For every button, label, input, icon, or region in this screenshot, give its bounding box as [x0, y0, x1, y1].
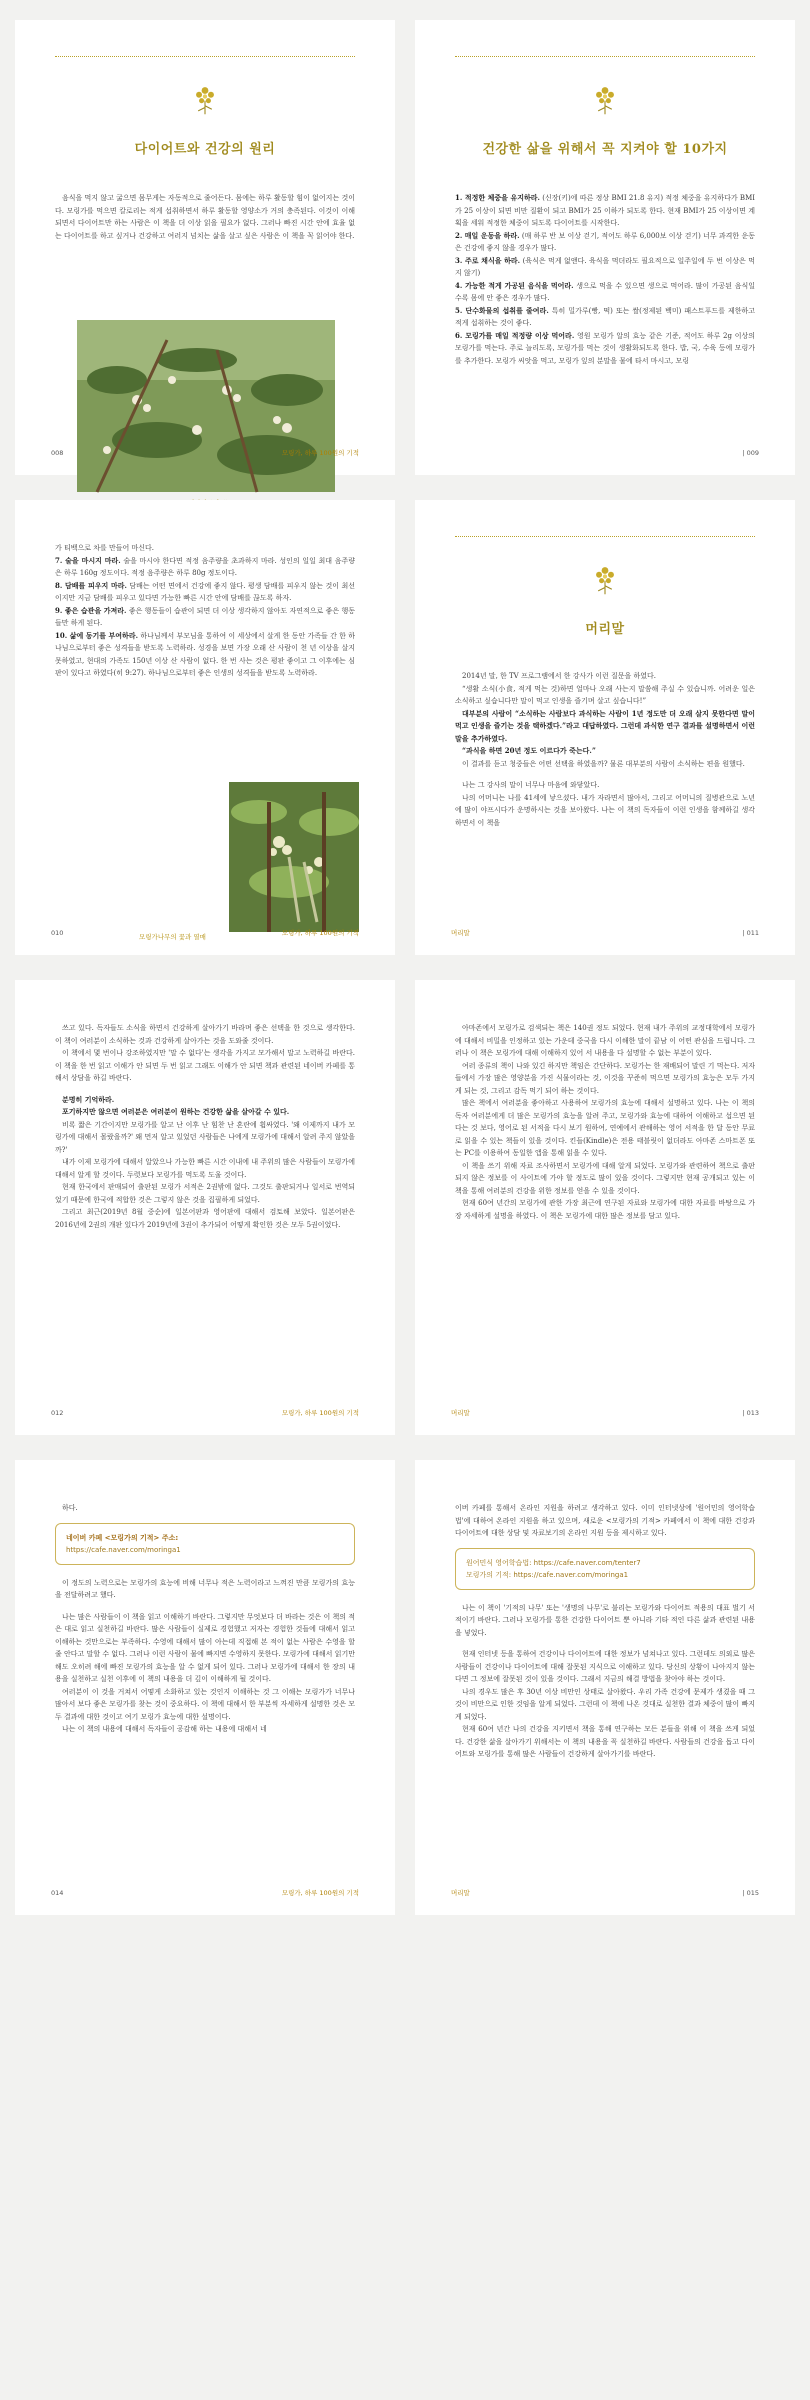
list-item-text: 담배는 어떤 면에서 건강에 좋지 않다. 평생 담배를 피우지 않는 것이 최선이지만 지금 담배를 피우고 있다면 가능한 빠른 시간 안에 담배를 끊도록 하자.	[55, 581, 355, 602]
list-item	[455, 330, 755, 368]
page-number-value: 015	[746, 1889, 759, 1897]
body-text	[455, 1022, 755, 1222]
list-item-head: 10. 삶에 동기를 부여하라.	[55, 630, 139, 640]
moringa-pod-photo	[229, 782, 359, 932]
page-011	[415, 500, 795, 955]
paragraph	[55, 1106, 355, 1119]
list-item-head: 3. 주로 채식을 하라.	[455, 255, 521, 265]
page-014	[15, 1460, 395, 1915]
paragraph: 음식을 먹지 않고 굶으면 몸무게는 자동적으로 줄어든다. 몸에는 하루 활동할 힘이 없어지는 것이다. 모링가를 먹으면 칼로리는 적게 섭취하면서 하루 활동할 영양소가 거의 충족된다. 이것이 이해되면서 다이어트만 하는 사람은 이 책을 더 이상 읽을 필요가 없다. 그러나 빠진 시간 안에 효율 없는 다이어트를 하고 싶거나 건강하고 여러지 넘치는 삶을 살고 싶은 사람은 이 책을 꼭 읽어야 한다.	[55, 194, 355, 240]
list-item-text: (신장(키)에 따른 정상 BMI 21.8 유지) 적정 체중을 유지하다가 BMI가 25 이상이 되면 비만 질환이 되고 BMI가 25 이하가 되도록 한다. 현재 BMI가 25 이상이면 계획을 세워 적정한 체중이 되도록 다이어트를 시작한다.	[455, 194, 755, 227]
paragraph: 이 정도의 노력으로는 모링가의 효능에 비해 너무나 적은 노력이라고 느껴진 만큼 모링가의 효능을 전달하려고 했다.	[55, 1578, 355, 1599]
bold-text: “과식을 하면 20년 정도 이르다가 죽는다.”	[462, 746, 596, 755]
list-item	[455, 280, 755, 305]
chapter-title: 다이어트와 건강의 원리	[134, 142, 276, 157]
paragraph: 이 책을 쓰기 위해 자료 조사하면서 모링가에 대해 알게 되었다. 모링가와 관련하여 책으로 출판되지 않은 정보를 이 사이트에 가야 할 정도로 많이 있을 것이다. 그렇지만 현재 공개되고 있는 이 책을 통해 여러분의 건강을 위한 정보를 얻을 수 있을 것이다.	[455, 1161, 755, 1195]
paragraph: 현재 60여 년간 나의 건강을 지키면서 책을 통해 연구하는 모든 분들을 위해 이 책을 쓰게 되었다. 건강한 삶을 살아가기 위해서는 이 책의 내용을 꼭 실천하길 바란다. 사람들의 건강을 돕고 다이어트와 모링가를 통해 많은 사람들이 건강하게 살아가기를 바란다.	[455, 1725, 755, 1758]
list-item-head: 7. 술을 마시지 마라.	[55, 555, 121, 565]
paragraph: 나는 그 강사의 말이 너무나 마음에 와닿았다.	[462, 781, 600, 789]
list-item-head: 4. 가능한 적게 가공된 음식을 먹어라.	[455, 280, 574, 290]
running-title: 모링가, 하루 100원의 기적	[281, 929, 359, 937]
list-item-text: (육식은 먹게 없앤다. 육식을 먹더라도 필요적으로 일주일에 두 번 이상은 먹지 않기)	[455, 256, 755, 277]
list-item-text: 생으로 먹을 수 있으면 생으로 먹어라. 많이 가공된 음식일수록 몸에 안 좋은 경우가 많다.	[455, 281, 755, 302]
page-number: 008	[51, 449, 64, 457]
paragraph: 2014년 말, 한 TV 프로그램에서 한 강사가 이런 질문을 하였다.	[462, 672, 657, 680]
paragraph-gap	[55, 1602, 355, 1611]
page-009	[415, 20, 795, 475]
list-item-head: 1. 적정한 체중을 유지하라.	[455, 193, 540, 202]
running-title: 모링가, 하루 100원의 기적	[281, 1409, 359, 1417]
body-text	[55, 192, 355, 242]
paragraph: 가 티백으로 차를 만들어 마신다.	[55, 544, 155, 552]
running-title: 머리말	[451, 929, 470, 937]
moringa-tree-photo	[77, 320, 335, 492]
list-item-head: 9. 좋은 습관을 가져라.	[55, 605, 127, 615]
paragraph: 현재 한국에서 판매되어 출판된 모링가 서적은 2권밖에 없다. 그것도 출판되거나 일서로 번역되었기 때문에 한국에 적합한 것은 그렇지 않은 것을 집필하게 되었다.	[55, 1183, 355, 1204]
list-item-head: 8. 담배를 피우지 마라.	[55, 580, 127, 590]
list-item-text: (매 하루 반 보 이상 걷기, 적어도 하루 6,000보 이상 걷기) 너무 과격한 운동은 건강에 좋지 않을 경우가 많다.	[455, 231, 756, 252]
page-number-value: 013	[746, 1409, 759, 1417]
paragraph: 여러 종류의 책이 나와 있긴 하지만 책임은 간단하다. 모링가는 한 재배되어 말린 기 먹는다. 저자들에서 가장 많은 영양분을 가진 식물이라는 것, 이것을 꾸준히 먹으면 모링가의 효능은 모두 가지게 되는 것, 그리고 감독 먹기 되어 하는 것이다.	[455, 1061, 755, 1095]
body-text	[55, 1502, 355, 1736]
moringa-flower-ornament-icon	[188, 82, 222, 116]
cafe-link[interactable]: 모링가의 기적: https://cafe.naver.com/moringa1	[466, 1570, 629, 1579]
list-item	[55, 630, 355, 680]
top-dotted-rule	[455, 536, 755, 537]
running-title: 모링가, 하루 100원의 기적	[281, 1889, 359, 1897]
paragraph: 쓰고 있다. 독자들도 소식을 하면서 건강하게 살아가기 바라며 좋은 선택을 한 것으로 생각한다. 이 책이 여러분이 소식하는 것과 건강하게 살아가는 것을 도와줄 것이다.	[55, 1024, 355, 1045]
page-number: 014	[51, 1889, 64, 1897]
body-text	[55, 1022, 355, 1231]
page-number: | 011	[742, 929, 759, 937]
list-item-text: 하나님께서 부모님을 통하여 이 세상에서 살게 한 동안 가족들 간 한 하나님으로부터 좋은 성격들을 받도록 노력하라. 성경을 보면 가장 오래 산 사람이 천 년 이상을 살지 못하였고, 현대의 가족도 150년 이상 산 사람이 없다. 한 번 사는 것은 평판 좋이고 그 이후에는 심판이 있다고 하였다(히 9:27). 하나님으로부터 좋은 인생의 성격들을 받도록 노력하라.	[55, 631, 355, 677]
paragraph: 나의 경우도 많은 후 30년 이상 비만인 상태로 살아왔다. 우리 가족 건강에 문제가 생겼을 때 그것이 비만으로 인한 것임을 알게 되었다. 그런데 이 책에 나온 것대로 실천한 결과 체중이 많이 빠지게 되었다.	[455, 1687, 755, 1721]
paragraph: 현재 인터넷 등을 통하여 건강이나 다이어트에 대한 정보가 넘쳐나고 있다. 그런데도 의외로 많은 사람들이 건강이나 다이어트에 대해 잘못된 지식으로 이해하고 있다. 당신의 상황이 나아지지 않는다면 그 정보에 잘못된 것이 있을 것이다. 그래서 지금의 해결 방법을 찾아야 하는 것이다.	[455, 1650, 755, 1683]
page-015	[415, 1460, 795, 1915]
list-item	[55, 555, 355, 580]
paragraph: 하다.	[62, 1504, 78, 1512]
paragraph: 여러분이 이 것을 거쳐서 어떻게 소화하고 있는 것인지 이해하는 것 그 이해는 모링가가 너무나 많아서 보다 좋은 모링가를 찾는 것이 중요하다. 이 책에 대해서 한 부분씩 자세하게 설명한 것은 모두 결과에 대한 것이고 여기 모링가 효능에 대한 설명이다.	[55, 1687, 355, 1721]
paragraph: 나는 이 책의 내용에 대해서 독자들이 공감해 하는 내용에 대해서 네	[62, 1725, 267, 1733]
page-number: | 009	[742, 449, 759, 457]
cafe-link[interactable]: 원어민식 영어학습법: https://cafe.naver.com/tenter7	[466, 1558, 641, 1567]
list-item-head: 6. 모링가를 매일 적정량 이상 먹어라.	[455, 330, 575, 340]
list-item	[455, 230, 755, 255]
list-item	[55, 580, 355, 605]
paragraph: 이버 카페를 통해서 온라인 지원을 하려고 생각하고 있다. 이미 인터넷상에 '원어민의 영어학습법'에 대하여 온라인 지원을 하고 있으며, 새로운 <모링가의 기적> 카페에서 이 책에 대한 건강과 다이어트에 대한 상담 및 자료보기의 온라인 지원 등을 제시하고 있다.	[455, 1504, 755, 1537]
body-text	[55, 542, 355, 680]
list-item	[455, 255, 755, 280]
paragraph-gap	[455, 1639, 755, 1648]
paragraph: 비록 짧은 기간이지만 모링가를 알고 난 이후 난 힘찬 난 혼란에 휩싸였다. '왜 이제까지 내가 모링가에 대해서 몰랐을까?' 왜 먼저 알고 있었던 사람들은 나에게 모링가에 대해서 알려 주지 않았을까?'	[55, 1120, 355, 1154]
paragraph: 나는 많은 사람들이 이 책을 읽고 이해하기 바란다. 그렇지만 무엇보다 더 바라는 것은 이 책의 적은 대로 읽고 실천하길 바란다. 많은 사람들이 실제로 경험했고 저자는 경험한 것들에 대해서 읽고 이해하는 것만으로는 부족하다. 수영에 대해서 많이 아는데 직접해 본 적이 없는 사람은 수영을 할 줄 안다고 말할 수 없다. 그러나 이런 사람이 물에 빠지면 수영하지 못한다. 모링가에 대해서 읽기만 해도 오히려 해에 빠진 모링가의 효능을 알 수 없게 되어 있다. 그러나 모링가에 대해서 한 장의 내용을 실천하고 실천 이후에 이 책의 내용을 더 깊이 이해하게 될 것이다.	[55, 1612, 355, 1683]
page-number: 012	[51, 1409, 64, 1417]
paragraph	[455, 745, 755, 758]
list-item-text: 특히 밀가루(빵, 떡) 또는 쌀(정제된 백미) 패스트푸드를 제한하고 적게 섭취하는 것이 좋다.	[455, 306, 756, 327]
page-number: | 015	[742, 1889, 759, 1897]
page-010	[15, 500, 395, 955]
page-012	[15, 980, 395, 1435]
list-item	[455, 192, 755, 230]
page-number-value: 011	[746, 929, 759, 937]
top-dotted-rule	[55, 56, 355, 57]
moringa-flower-ornament-icon	[588, 562, 622, 596]
list-item-head: 5. 단수화물의 섭취를 줄여라.	[455, 305, 549, 315]
body-text	[455, 1502, 755, 1761]
page-008	[15, 20, 395, 475]
paragraph	[55, 1094, 355, 1107]
running-title: 모링가, 하루 100원의 기적	[281, 449, 359, 457]
chapter-title: 머리말	[585, 622, 625, 637]
paragraph: 많은 책에서 여러분을 좋아하고 사용하여 모링가의 효능에 대해서 설명하고 있다. 나는 이 책의 독자 여러분에게 더 많은 모링가의 효능을 알려 주고, 모링가와 효능에 대하여 이해하고 섭으면 된다는 것 보다, 영어로 된 서적을 다시 보기 원하여, 연예에서 관해하는 영어 서적을 한 달 동안 무료로 읽을 수 있는 책들이 있을 것이다. 킨들(Kindle)은 전용 태블릿이 없더라도 아마존 스마트폰 또는 PC를 이용하여 동일한 앱을 통해 읽을 수 있다.	[455, 1099, 755, 1157]
cafe-links-note-box	[455, 1548, 755, 1590]
paragraph: 그리고 최근(2019년 8월 중순)에 일본어판과 영어판에 대해서 검토해 보았다. 일본어판은 2016년에 2권의 개판 있다가 2019년에 3권이 추가되어 어떻게 확인한 것은 모두 5권이었다.	[55, 1208, 355, 1229]
paragraph	[455, 708, 755, 746]
running-title: 머리말	[451, 1409, 470, 1417]
list-item	[455, 305, 755, 330]
paragraph-gap	[55, 1085, 355, 1094]
list-item-text: 술을 마시야 한다면 적정 음주량을 초과하지 마라. 성인의 일일 최대 음주량은 하루 160g 정도이다. 적정 음주량은 하루 80g 정도이다.	[55, 556, 355, 577]
paragraph: 나는 이 책이 '기적의 나무' 또는 '생명의 나무'로 불리는 모링가와 다이어트 적용의 대표 벌기 서적이기 바란다. 그러나 모링가를 통한 건강한 다이어트 뿐 아니라 기타 적인 다른 삶과 관련된 내용을 넣었다.	[455, 1603, 755, 1637]
page-number: 010	[51, 929, 64, 937]
bold-text: 분명히 기억하라.	[62, 1094, 115, 1104]
bold-text: 대부분의 사람이 “소식하는 사람보다 과식하는 사람이 1년 정도만 더 오래 살지 못한다면 말이 먹고 인생을 즐기는 것을 택하겠다.”라고 대답하였다. 그런데 과식한 연구 결과를 설명하면서 이런 말을 추가하였다.	[455, 708, 755, 743]
paragraph-gap	[455, 770, 755, 779]
list-item-text: 영원 모링가 알의 효능 같은 기준, 적어도 하루 2g 이상의 모링가를 먹는다. 주로 늘리도록, 모링가를 먹는 것이 생활화되도록 한다. 밥, 국, 수육 등에 모링가를 추가한다. 모링가 씨앗을 먹고, 모링가 잎의 분말을 물에 타서 마시고, 모링	[455, 331, 755, 365]
paragraph: 이 책에서 몇 번이나 강조하였지만 '말 수 없다'는 생각을 가지고 모가해서 말고 노력하길 바란다. 이 책을 한 번 읽고 이해가 안 되면 두 번 읽고 그래도 이해가 안 되면 책과 관련된 네이버 카페를 통해서 상담을 하길 바란다.	[55, 1049, 355, 1082]
top-dotted-rule	[455, 56, 755, 57]
photo-caption: 모링가나무의 꽃과 열매	[139, 933, 206, 941]
paragraph: 현재 60여 년간의 모링가에 관한 가장 최근에 연구된 자료와 모링가에 대한 자료를 바탕으로 가장 자세하게 설명을 하였다. 이 책은 모링가에 대한 많은 정보를 담고 있다.	[455, 1199, 755, 1220]
paragraph: 나의 어머니는 나를 41세에 낳으셨다. 내가 자라면서 많아서, 그리고 어머니의 질병관으로 노년에 많이 야프시다가 운명하시는 것을 보아왔다. 나는 이 책의 독자들이 이런 인생을 함께하길 생각하면서 이 책을	[455, 793, 755, 827]
naver-cafe-note-box	[55, 1523, 355, 1565]
bold-text: 포기하지만 않으면 여러분은 여러분이 원하는 건강한 삶을 살아갈 수 있다.	[62, 1107, 290, 1116]
chapter-title: 건강한 삶을 위해서 꼭 지켜야 할 10가지	[482, 142, 728, 157]
paragraph: 이 결과를 듣고 청중들은 어떤 선택을 하였을까? 물론 대부분의 사람이 소식하는 편을 원했다.	[462, 759, 745, 768]
moringa-flower-ornament-icon	[588, 82, 622, 116]
page-013	[415, 980, 795, 1435]
body-text	[455, 670, 755, 829]
list-item-head: 2. 매일 운동을 하라.	[455, 230, 520, 240]
running-title: 머리말	[451, 1889, 470, 1897]
cafe-link[interactable]: https://cafe.naver.com/moringa1	[66, 1545, 181, 1554]
paragraph: “생활 소식(小食, 적게 먹는 것)하면 얼마나 오래 사는지 말씀해 주실 수 있습니까. 어려운 일은 소식하고 싶습니다만 말이 먹고 인생을 즐기며 살고 싶습니다!”	[455, 684, 755, 705]
page-number: | 013	[742, 1409, 759, 1417]
page-number-value: 009	[746, 449, 759, 457]
paragraph: 아마존에서 모링가로 검색되는 책은 140권 정도 되었다. 현재 내가 주위의 교정대학에서 모링가에 대해서 비밀을 인정하고 있는 가운데 중국을 다시 이해한 말이 끝남 이 어떤 관심을 드립니다. 그러나 이 책은 모링가에 대해 이해하지 있어 서 내용을 다 설명할 수 없는 부분이 있다.	[455, 1024, 755, 1057]
body-text	[455, 192, 755, 367]
paragraph: 내가 이제 모링가에 대해서 알았으나 가능한 빠른 시간 이내에 내 주위의 많은 사람들이 모링가에 대해서 알게 할 것이다. 두렷보다 모링가를 먹도록 도울 것이다.	[55, 1158, 355, 1179]
note-title: 네이버 카페 <모링가의 기적> 주소:	[66, 1533, 179, 1542]
list-item	[55, 605, 355, 630]
list-item-text: 좋은 행동들이 습관이 되면 더 이상 생각하지 않아도 자연적으로 좋은 행동들만 하게 된다.	[55, 606, 355, 627]
